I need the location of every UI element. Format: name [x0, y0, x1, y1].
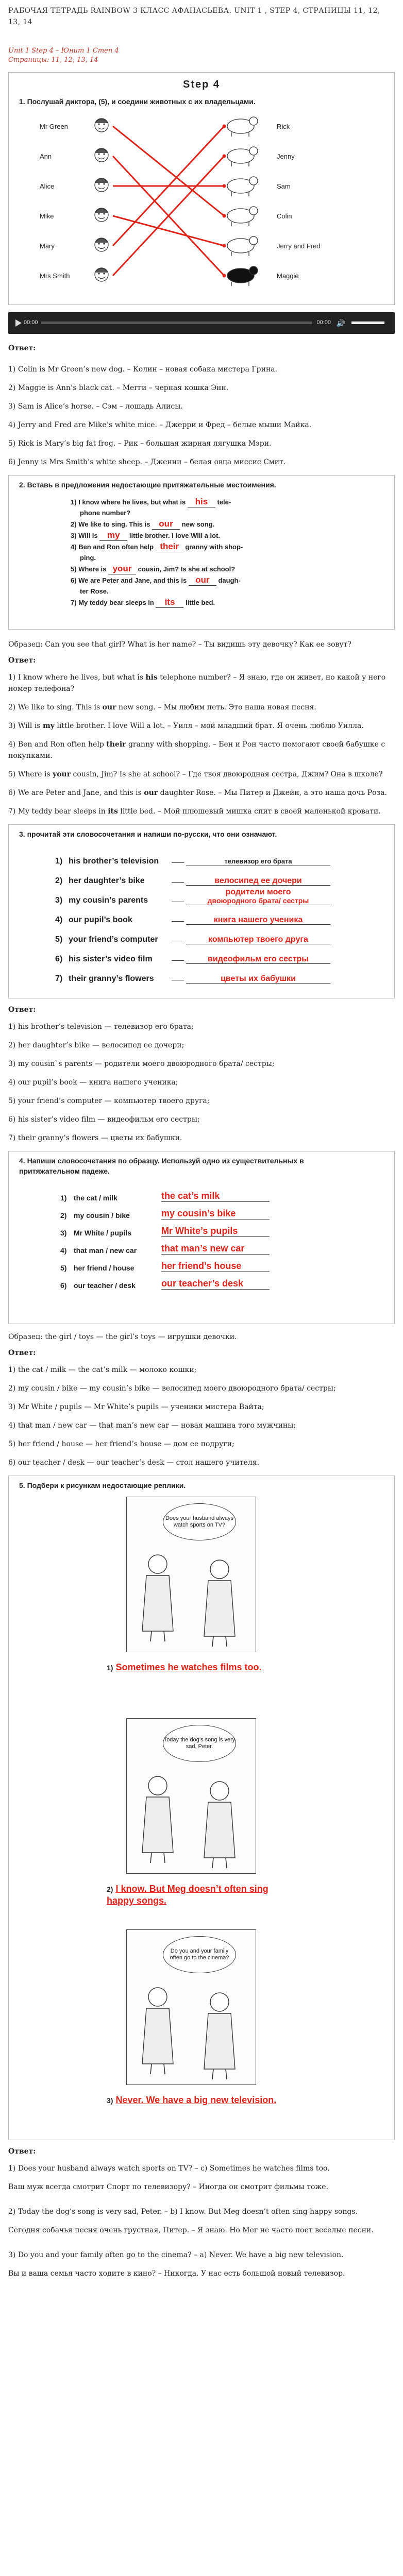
phrase-prompt: that man / new car [74, 1246, 137, 1255]
answer-translation: Ваш муж всегда смотрит Спорт по телевизору? – Иногда он смотрит фильмы тоже. [8, 2183, 329, 2191]
phrase-prompt: the cat / milk [74, 1194, 117, 1202]
ex2-answer-line [8, 739, 395, 761]
answer-pronoun: your [53, 770, 71, 778]
people-drawing [127, 1497, 256, 1652]
ex5-answer-line [8, 2249, 395, 2261]
matching-line [113, 126, 224, 216]
ex4-row [60, 1237, 384, 1255]
animal-picture [227, 147, 258, 166]
ex2-title: 2. Вставь в предложения недостающие притяжательные местоимения. [19, 481, 276, 489]
ex4-exercise [60, 1184, 384, 1290]
ex2-answers [8, 672, 395, 817]
ex3-answer-label: Ответ: [8, 1006, 36, 1014]
ex3-answer-line: 2) her daughter’s bike — велосипед ее дочери; [8, 1041, 184, 1049]
ex3-answer-line: 6) his sister’s video film — видеофильм его сестры; [8, 1115, 200, 1124]
owner-portrait [95, 178, 108, 192]
answer-translation: Вы и ваша семья часто ходите в кино? – Никогда. У нас есть большой новый телевизор. [8, 2269, 345, 2278]
answer-translation: daughter Rose. – Мы Питер и Джейн, а это наша дочь Роза. [158, 789, 388, 797]
answer-translation: telephone number? – Я знаю, где он живет, но какой у него номер телефона? [8, 673, 386, 693]
row-text-wrap: ter Rose. [80, 587, 109, 595]
ex5-answer-caption [107, 1883, 277, 1906]
answer-text: 4) Ben and Ron often help [8, 740, 107, 749]
ex3-answer-line: 5) your friend’s computer — компьютер твоего друга; [8, 1097, 210, 1105]
answer-translation: new song. – Мы любим петь. Это наша новая песня. [116, 703, 316, 711]
animal-label: Jerry and Fred [277, 242, 321, 250]
animal-picture [227, 236, 258, 256]
matching-line-end [223, 155, 226, 158]
ex5-answers [8, 2163, 395, 2279]
row-text-wrap: ping. [80, 554, 96, 562]
owner-label: Mary [40, 242, 55, 250]
ex2-row [71, 597, 318, 608]
row-number: 2) [107, 1885, 113, 1893]
row-number: 1) [71, 498, 77, 506]
speech-bubble-text: Do you and your family often go to the cinema? [170, 1948, 229, 1961]
answer-text: 1) I know where he lives, but what is [8, 673, 146, 682]
phrase-answer: our teacher’s desk [161, 1278, 244, 1289]
phrase-russian: компьютер твоего друга [208, 935, 308, 944]
phrase-russian: телевизор его брата [224, 857, 292, 865]
pages-label: Страницы: 11, 12, 13, 14 [8, 56, 98, 64]
answer-text: 2) We like to sing. This is [8, 703, 103, 711]
owner-label: Alice [40, 182, 55, 190]
answer-reply: a) Never. We have a big new television. [199, 2251, 344, 2259]
phrase-answer: her friend’s house [161, 1261, 242, 1271]
ex4-answer-line: 6) our teacher / desk — our teacher’s desk — стол нашего учителя. [8, 1459, 260, 1467]
ex1-answer-line: 4) Jerry and Fred are Mike’s white mice. – Джерри и Фред – белые мыши Майка. [8, 421, 312, 429]
animal-picture [227, 207, 258, 226]
animal-label: Jenny [277, 152, 295, 160]
volume-icon[interactable]: 🔊 [336, 319, 345, 327]
breadcrumb[interactable]: Unit 1 Step 4 – Юнит 1 Степ 4 [8, 47, 119, 55]
ex4-answer-line: 3) Mr White / pupils — Mr White’s pupils — ученики мистера Вайта; [8, 1403, 264, 1411]
answer-text: 6) We are Peter and Jane, and this is [8, 789, 144, 797]
animal-label: Rick [277, 123, 290, 130]
ex1-answer-line: 6) Jenny is Mrs Smith’s white sheep. – Дженни – белая овца миссис Смит. [8, 458, 286, 466]
ex3-row [55, 944, 384, 964]
row-number: 5) [60, 1264, 67, 1272]
ex5-picture-block [9, 1929, 394, 2136]
ex3-title: 3. прочитай эти словосочетания и напиши по-русски, что они означают. [19, 830, 277, 838]
row-number: 1) [107, 1664, 113, 1672]
ex5-answer-caption [107, 1662, 277, 1673]
audio-progress-bar[interactable] [41, 321, 312, 324]
cartoon-illustration [126, 1497, 256, 1652]
answer-text: 3) Will is [8, 722, 43, 730]
answer-pronoun: their [106, 740, 126, 749]
answer-translation: little brother. I love Will a lot. – Уилл – мой младший брат. Я очень люблю Уилла. [54, 722, 364, 730]
owner-label: Mrs Smith [40, 272, 70, 280]
audio-duration: 00:00 [316, 319, 331, 326]
cartoon-illustration [126, 1718, 256, 1874]
ex3-answer-line: 4) our pupil’s book — книга нашего ученика; [8, 1078, 178, 1087]
answer-translation: little bed. – Мой плюшевый мишка спит в своей маленькой кровати. [117, 807, 381, 816]
row-number: 2) [60, 1211, 67, 1219]
row-number: 6) [55, 955, 63, 963]
row-number: 1) [60, 1194, 67, 1202]
row-number: 5) [71, 565, 77, 573]
filled-pronoun: his [188, 496, 215, 507]
ex5-picture-block [9, 1497, 394, 1703]
ex4-row [60, 1272, 384, 1290]
row-number: 7) [55, 974, 63, 983]
row-text-after: tele- [217, 498, 231, 506]
row-text-before: My teddy bear sleeps in [78, 599, 154, 606]
answer-pronoun: his [145, 673, 158, 682]
ex3-answers [8, 1021, 395, 1144]
ex5-picture-block [9, 1718, 394, 1924]
ex5-title: 5. Подбери к рисункам недостающие реплики. [19, 1481, 186, 1489]
ex4-answer-line: 1) the cat / milk — the cat’s milk — молоко кошки; [8, 1366, 197, 1374]
ex3-answer-line: 3) my cousin`s parents — родители моего двоюродного брата/ сестры; [8, 1060, 275, 1068]
ex4-answer-line: 4) that man / new car — that man’s new car — новая машина того мужчины; [8, 1421, 296, 1430]
row-number: 3) [107, 2096, 113, 2105]
ex1-answers [8, 364, 395, 468]
phrase-prompt: her friend / house [74, 1264, 135, 1272]
row-number: 4) [60, 1246, 67, 1255]
owner-label: Mr Green [40, 123, 68, 130]
phrase-prompt: Mr White / pupils [74, 1229, 131, 1237]
ex2-answer-line [8, 769, 395, 780]
animal-label: Sam [277, 182, 291, 190]
ex2-row [71, 541, 318, 563]
ex5-answer-line [8, 2163, 395, 2174]
row-number: 6) [60, 1281, 67, 1290]
row-text-before: Will is [78, 532, 98, 539]
row-text-before: Where is [78, 565, 107, 573]
row-text-after: daugh- [218, 577, 241, 584]
phrase-russian: видеофильм его сестры [208, 955, 309, 963]
phrase-russian: велосипед ее дочери [214, 876, 302, 885]
phrase-prompt: my cousin / bike [74, 1211, 130, 1219]
volume-slider[interactable] [351, 321, 384, 324]
ex1-answer-label: Ответ: [8, 344, 36, 352]
speech-bubble-text: Does your husband always watch sports on TV? [165, 1515, 234, 1528]
row-number: 2) [55, 876, 63, 885]
owner-portrait [95, 118, 108, 132]
ex4-answer-line: 5) her friend / house — her friend’s house — дом ее подруги; [8, 1440, 234, 1448]
ex3-row [55, 905, 384, 925]
answer-translation: Сегодня собачья песня очень грустная, Питер. – Я знаю. Но Мег не часто поет веселые песни. [8, 2226, 374, 2234]
ex2-row [71, 530, 318, 541]
row-text-after: new song. [181, 520, 215, 528]
filled-pronoun: our [152, 518, 180, 530]
workbook-page-ex4 [8, 1151, 395, 1324]
answer-pronoun: its [108, 807, 118, 816]
workbook-page-ex3 [8, 824, 395, 998]
ex5-answer-line [8, 2206, 395, 2217]
row-number: 3) [55, 896, 63, 905]
matching-line-end [223, 274, 226, 278]
row-text-wrap: phone number? [80, 509, 131, 517]
ex2-answer-line [8, 720, 395, 732]
phrase-english: your friend’s computer [69, 935, 158, 944]
ex5-answer-caption [107, 2094, 277, 2106]
animal-picture [227, 117, 258, 137]
ex4-sample: Образец: the girl / toys — the girl’s toys — игрушки девочки. [8, 1333, 237, 1341]
ex2-exercise [71, 496, 318, 608]
ex1-answer-line: 2) Maggie is Ann’s black cat. – Мегги – черная кошка Энн. [8, 384, 229, 392]
matching-diagram [19, 111, 380, 301]
ex4-answer-line: 2) my cousin / bike — my cousin’s bike — велосипед моего двоюродного брата/ сестры; [8, 1384, 336, 1393]
ex4-row [60, 1255, 384, 1272]
play-icon[interactable] [15, 319, 22, 327]
answer-question: 2) Today the dog’s song is very sad, Peter. – [8, 2208, 171, 2216]
owner-portrait [95, 208, 108, 222]
ex3-exercise [55, 846, 384, 984]
workbook-page-ex1 [8, 72, 395, 305]
matching-line-end [223, 184, 226, 188]
phrase-answer: my cousin’s bike [161, 1208, 236, 1218]
phrase-answer: that man’s new car [161, 1243, 245, 1253]
ex1-answer-line: 5) Rick is Mary’s big fat frog. – Рик – большая жирная лягушка Мэри. [8, 439, 272, 448]
people-drawing [127, 1719, 256, 1873]
answer-text: 5) Where is [8, 770, 53, 778]
ex1-answer-line: 1) Colin is Mr Green’s new dog. – Колин – новая собака мистера Грина. [8, 365, 278, 374]
filled-pronoun: my [99, 530, 127, 541]
ex4-row [60, 1219, 384, 1237]
row-number: 7) [71, 599, 77, 606]
matching-line-end [223, 125, 226, 128]
row-text-before: Ben and Ron often help [78, 543, 154, 551]
chosen-reply: I know. But Meg doesn’t often sing happy songs. [107, 1884, 268, 1906]
ex3-row [55, 846, 384, 866]
ex2-row [71, 563, 318, 574]
ex2-answer-label: Ответ: [8, 656, 36, 665]
ex2-row [71, 518, 318, 530]
owner-label: Ann [40, 152, 52, 160]
ex4-row [60, 1184, 384, 1202]
ex4-answers [8, 1364, 395, 1468]
owner-portrait [95, 148, 108, 162]
ex2-answer-line [8, 806, 395, 817]
ex3-row [55, 964, 384, 984]
row-text-after: granny with shop- [185, 543, 243, 551]
phrase-english: our pupil’s book [69, 916, 132, 924]
ex3-row [55, 886, 384, 905]
ex2-answer-line [8, 672, 395, 694]
phrase-russian-wrap: двоюродного брата/ сестры [207, 896, 309, 905]
ex4-row [60, 1202, 384, 1219]
answer-question: 1) Does your husband always watch sports on TV? – [8, 2164, 201, 2173]
row-number: 3) [60, 1229, 67, 1237]
answer-pronoun: our [144, 789, 158, 797]
row-number: 3) [71, 532, 77, 539]
row-number: 1) [55, 857, 63, 866]
row-text-before: We like to sing. This is [78, 520, 150, 528]
ex2-row [71, 574, 318, 597]
ex3-row [55, 925, 384, 944]
people-drawing [127, 1930, 256, 2084]
answer-translation: granny with shopping. – Бен и Рон часто помогают своей бабушке с покупками. [8, 740, 385, 760]
ex1-answer-line: 3) Sam is Alice’s horse. – Сэм – лошадь Алисы. [8, 402, 183, 411]
ex4-answer-label: Ответ: [8, 1349, 36, 1357]
owner-label: Mike [40, 212, 54, 220]
row-number: 4) [55, 916, 63, 924]
phrase-english: my cousin’s parents [69, 896, 148, 905]
matching-line-end [223, 244, 226, 248]
row-number: 2) [71, 520, 77, 528]
matching-line-end [223, 214, 226, 218]
animal-picture [227, 177, 258, 196]
filled-pronoun: your [108, 563, 136, 574]
row-text-after: little bed. [186, 599, 215, 606]
ex2-row [71, 496, 318, 518]
answer-text: 7) My teddy bear sleeps in [8, 807, 108, 816]
row-text-after: little brother. I love Will a lot. [129, 532, 221, 539]
animal-label: Maggie [277, 272, 299, 280]
phrase-answer: Mr White’s pupils [161, 1226, 238, 1236]
audio-current-time: 00:00 [24, 319, 38, 326]
animal-label: Colin [277, 212, 292, 220]
row-text-before: We are Peter and Jane, and this is [78, 577, 187, 584]
ex2-sample: Образец: Can you see that girl? What is her name? – Ты видишь эту девочку? Как ее зовут? [8, 640, 351, 649]
filled-pronoun: its [156, 597, 183, 608]
audio-player[interactable] [8, 312, 395, 334]
ex5-answer-label: Ответ: [8, 2147, 36, 2156]
chosen-reply: Never. We have a big new television. [115, 2095, 277, 2105]
ex2-answer-line [8, 787, 395, 799]
workbook-page-ex5 [8, 1476, 395, 2140]
chosen-reply: Sometimes he watches films too. [115, 1662, 262, 1672]
workbook-page-ex2 [8, 475, 395, 630]
phrase-english: his sister’s video film [69, 955, 153, 963]
ex1-title: 1. Послушай диктора, (5), и соедини животных с их владельцами. [19, 97, 256, 106]
answer-reply: c) Sometimes he watches films too. [200, 2164, 330, 2173]
phrase-russian: родители моего [225, 888, 291, 896]
row-text-after: cousin, Jim? Is she at school? [138, 565, 236, 573]
row-number: 6) [71, 577, 77, 584]
ex2-answer-line [8, 702, 395, 713]
matching-line [113, 216, 224, 246]
owner-portrait [95, 268, 108, 281]
answer-question: 3) Do you and your family often go to the cinema? – [8, 2251, 200, 2259]
speech-bubble-text: Today the dog’s song is very sad, Peter. [163, 1737, 236, 1750]
answer-pronoun: my [42, 722, 55, 730]
phrase-russian: книга нашего ученика [213, 916, 303, 924]
phrase-english: their granny’s flowers [69, 974, 154, 983]
answer-reply: b) I know. But Meg doesn’t often sing happy songs. [170, 2208, 358, 2216]
phrase-english: her daughter’s bike [69, 876, 145, 885]
cartoon-illustration [126, 1929, 256, 2085]
animal-picture [227, 266, 258, 286]
phrase-answer: the cat’s milk [161, 1191, 220, 1201]
ex3-row [55, 866, 384, 886]
filled-pronoun: their [156, 541, 183, 552]
phrase-english: his brother’s television [69, 857, 159, 866]
row-number: 5) [55, 935, 63, 944]
row-text-before: I know where he lives, but what is [78, 498, 186, 506]
owner-portrait [95, 238, 108, 251]
row-number: 4) [71, 543, 77, 551]
ex4-title: 4. Напиши словосочетания по образцу. Используй одно из существительных в притяжательном падеже. [19, 1157, 304, 1175]
step-heading: Step 4 [182, 79, 221, 90]
answer-translation: cousin, Jim? Is she at school? – Где твоя двоюродная сестра, Джим? Она в школе? [71, 770, 383, 778]
ex3-answer-line: 1) his brother’s television — телевизор его брата; [8, 1023, 194, 1031]
filled-pronoun: our [189, 574, 216, 586]
phrase-prompt: our teacher / desk [74, 1281, 136, 1290]
page-title: РАБОЧАЯ ТЕТРАДЬ RAINBOW 3 КЛАСС АФАНАСЬЕВА. UNIT 1 , STEP 4, СТРАНИЦЫ 11, 12, 13, 14 [8, 7, 380, 26]
answer-pronoun: our [102, 703, 116, 711]
phrase-russian: цветы их бабушки [221, 974, 296, 983]
ex3-answer-line: 7) their granny’s flowers — цветы их бабушки. [8, 1134, 182, 1142]
